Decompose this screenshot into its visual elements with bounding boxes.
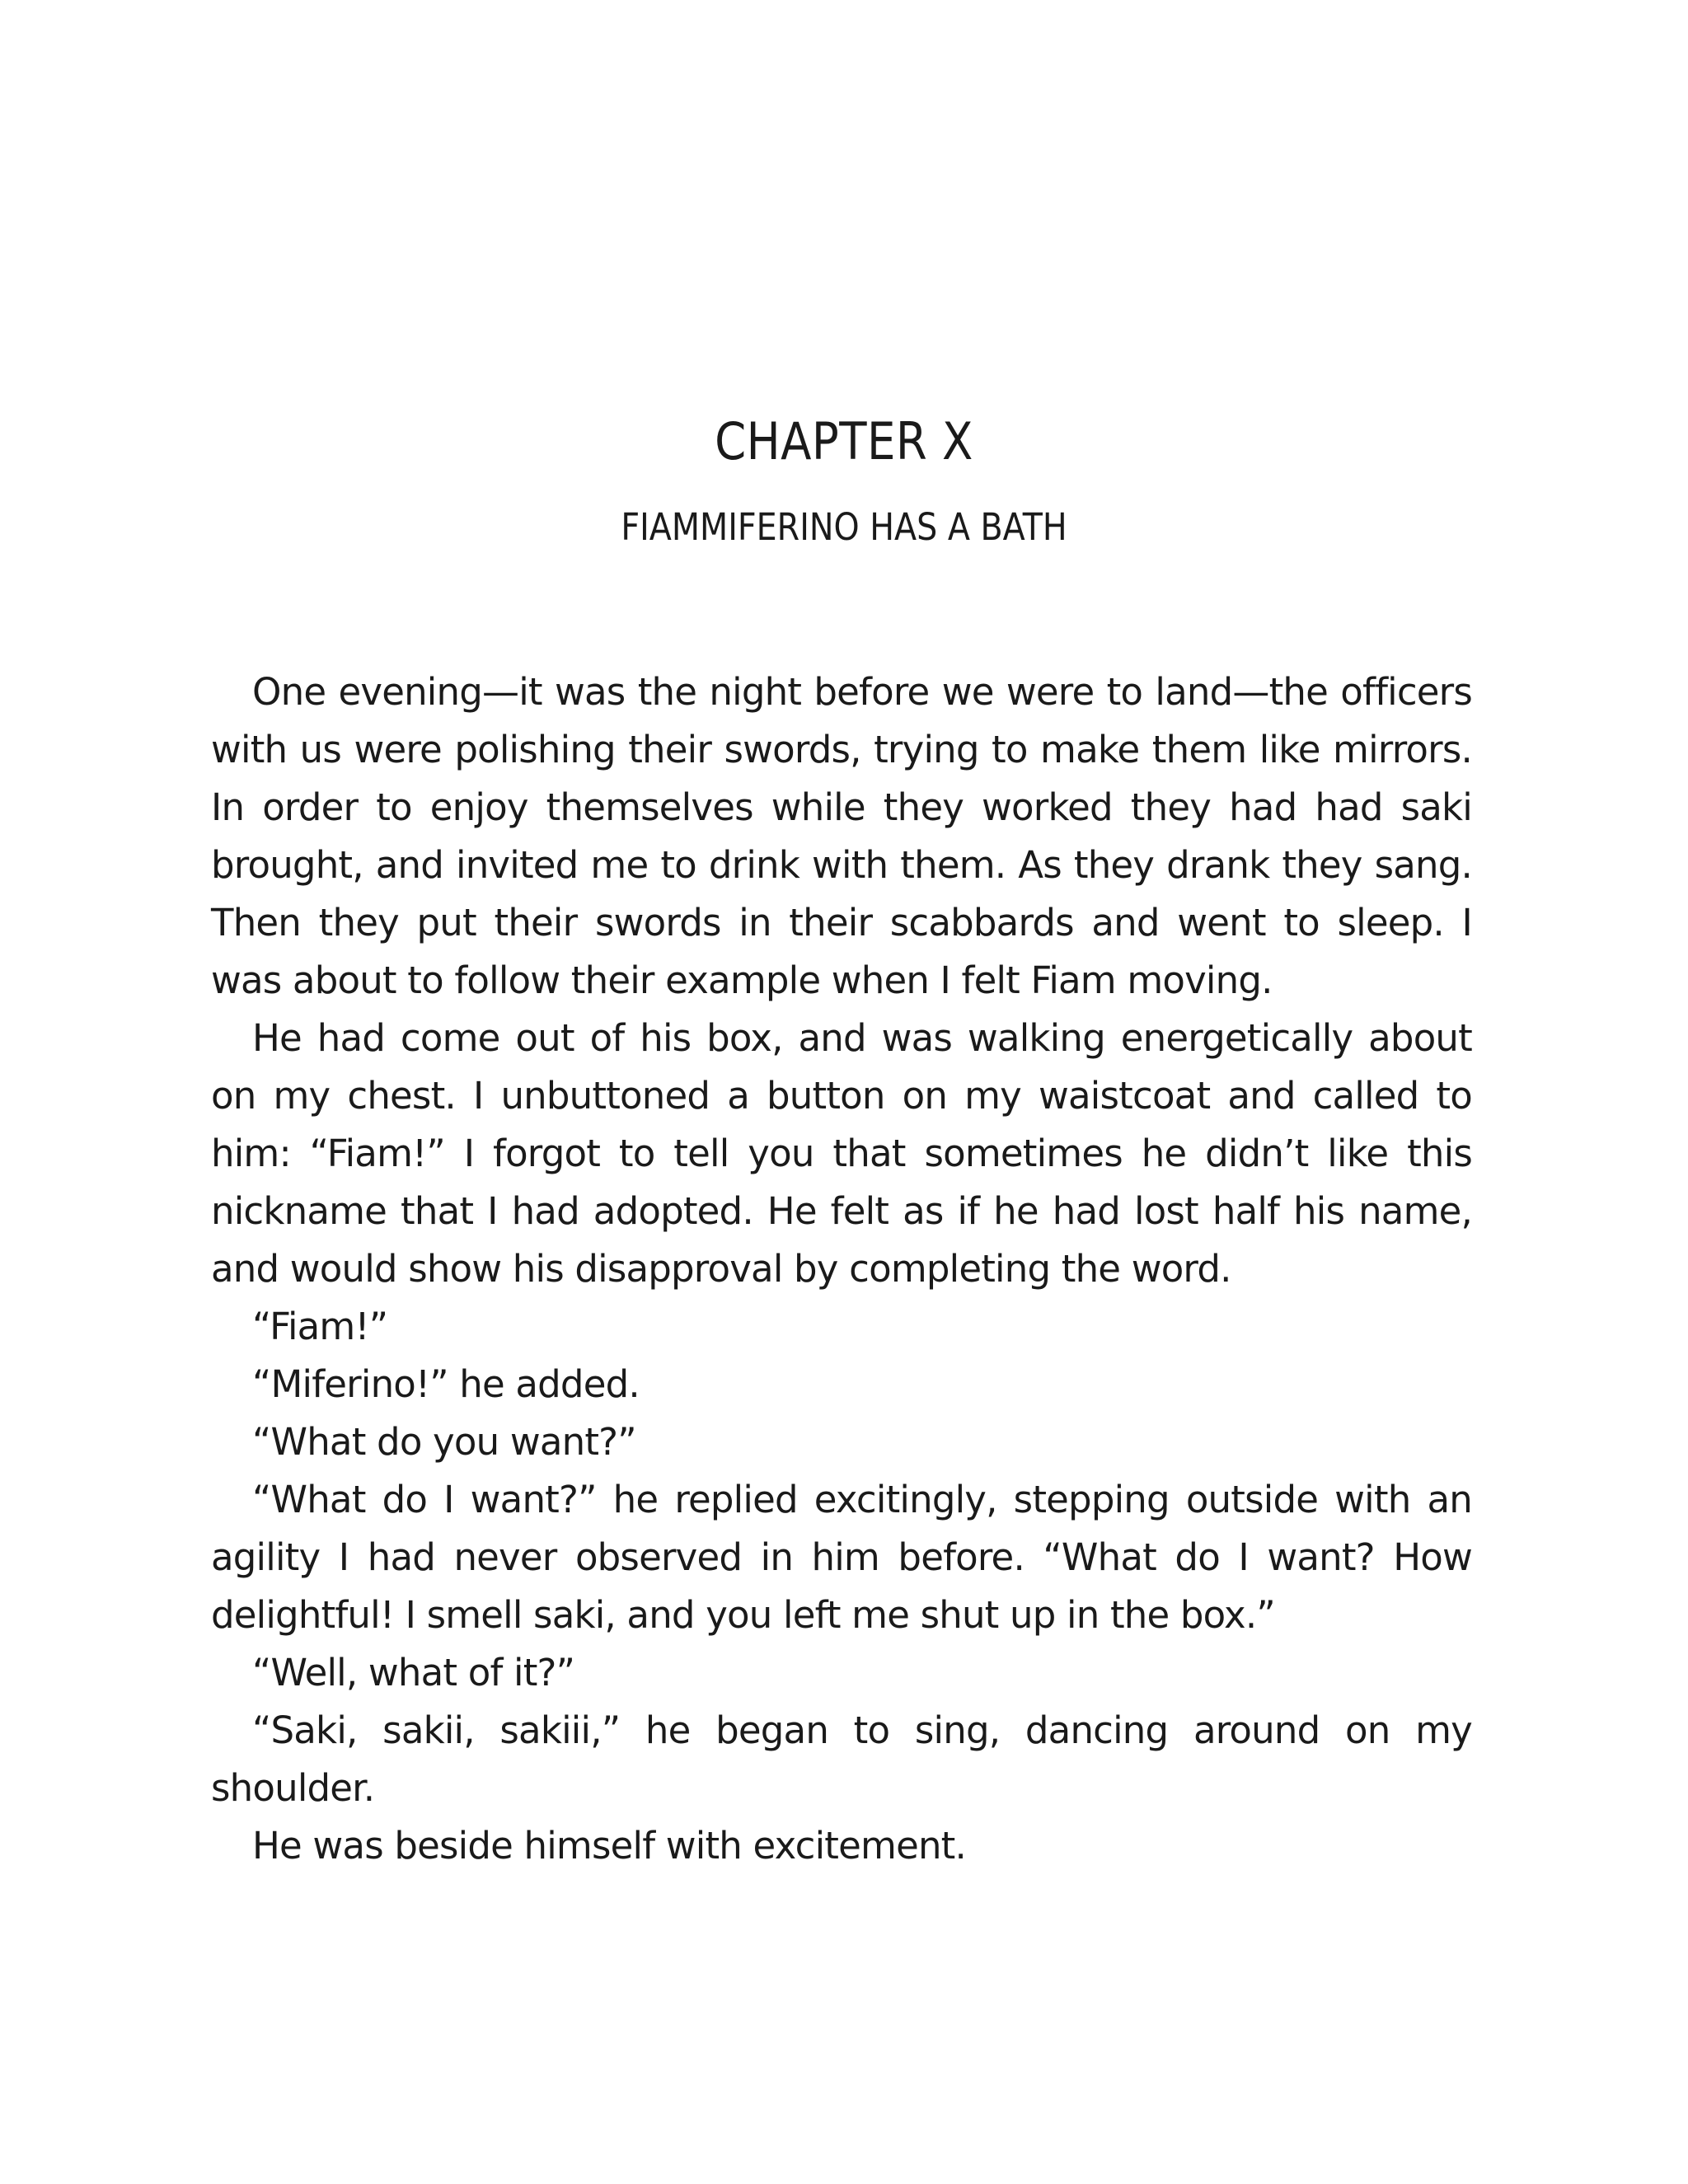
chapter-title: FIAMMIFERINO HAS A BATH (621, 505, 1067, 549)
paragraph: He had come out of his box, and was walking energetically about on my chest. I unbuttoned a button on my waistcoat and called to him: “Fiam!” I forgot to tell you that sometimes he didn’t like this nickname that I had adopted. He felt as if he had lost half his name, and would show his disapproval by completing the word. (211, 1016, 1472, 1291)
paragraph: “Miferino!” he added. (252, 1362, 640, 1406)
chapter-body (211, 663, 1472, 1875)
chapter-number: CHAPTER X (715, 411, 973, 471)
paragraph: One evening—it was the night before we were to land—the officers with us were polishing their swords, trying to make them like mirrors. In order to enjoy themselves while they worked they had had saki brought, and invited me to drink with them. As they drank they sang. Then they put their swords in their scabbards and went to sleep. I was about to follow their example when I felt Fiam moving. (211, 670, 1472, 1002)
paragraph: “Fiam!” (252, 1305, 388, 1348)
paragraph: “Saki, sakii, sakiii,” he began to sing, dancing around on my shoulder. (211, 1708, 1472, 1810)
paragraph: “Well, what of it?” (252, 1651, 575, 1694)
paragraph: He was beside himself with excitement. (252, 1824, 967, 1868)
paragraph: “What do I want?” he replied excitingly, stepping outside with an agility I had never observed in him before. “What do I want? How delightful! I smell saki, and you left me shut up in the box.” (211, 1478, 1472, 1637)
paragraph: “What do you want?” (252, 1420, 636, 1464)
